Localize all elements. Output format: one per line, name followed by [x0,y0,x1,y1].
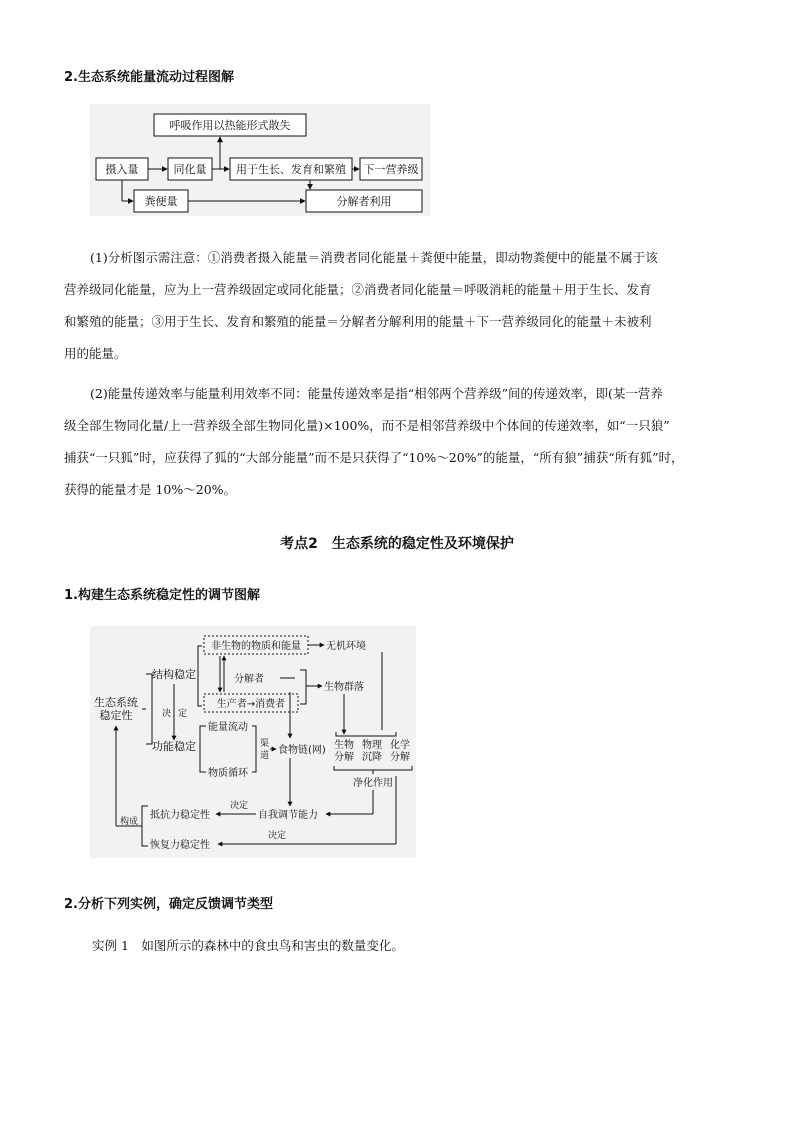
chemical-decompose: 分解 [390,752,410,763]
decomposer-label: 分解者利用 [336,195,392,208]
paragraph-2-line: (2)能量传递效率与能量利用效率不同：能量传递效率是指“相邻两个营养级”间的传递效率，即(某一营养 [90,386,663,401]
paragraph-2-line: 级全部生物同化量/上一营养级全部生物同化量)×100%，而不是相邻营养级中个体间的传递效率，如“一只狼” [64,418,670,433]
decide-label: 决定 [230,801,249,811]
function-stability: 功能稳定 [152,740,196,753]
next-level-label: 下一营养级 [363,163,419,176]
paragraph-1 [64,242,724,370]
decomposer-node: 分解者 [234,674,264,685]
intake-label: 摄入量 [105,163,139,176]
section-heading: 2.生态系统能量流动过程图解 [64,70,234,85]
energy-flow: 能量流动 [208,722,248,733]
kaodian-title: 考点2 生态系统的稳定性及环境保护 [280,536,514,552]
paragraph-2 [64,378,724,506]
paragraph-1-line: 营养级同化能量，应为上一营养级固定或同化能量；②消费者同化能量＝呼吸消耗的能量＋用于生长、发育 [64,282,652,297]
paragraph-1-line: 用的能量。 [64,346,127,361]
bio-community: 生物群落 [324,682,364,693]
compose-label: 构成 [120,817,139,827]
purification: 净化作用 [353,778,393,789]
feces-label: 粪便量 [144,195,178,208]
physical-sediment: 沉降 [362,752,382,763]
decide-label: 决 [162,709,172,719]
section-heading: 2.分析下列实例，确定反馈调节类型 [64,897,273,912]
channel-label: 道 [260,751,270,761]
growth-label: 用于生长、发育和繁殖 [236,163,346,176]
structure-stability: 结构稳定 [152,668,196,681]
bio-decompose: 分解 [334,752,354,763]
paragraph-1-line: (1)分析图示需注意：①消费者摄入能量＝消费者同化能量＋粪便中能量，即动物粪便中的能量不属于该 [90,250,658,265]
section-heading: 1.构建生态系统稳定性的调节图解 [64,588,260,603]
eco-stability-label: 稳定性 [99,709,133,722]
assimilation-label: 同化量 [173,163,207,176]
paragraph-2-line: 获得的能量才是 10%～20%。 [64,482,237,497]
decide-label: 定 [178,709,188,719]
nonbio-label: 非生物的物质和能量 [211,641,301,652]
eco-stability-label: 生态系统 [94,696,138,709]
recovery-stability: 恢复力稳定性 [150,840,210,851]
stability-diagram [90,626,416,858]
chemical-decompose: 化学 [390,740,410,751]
physical-sediment: 物理 [362,740,382,751]
self-regulation: 自我调节能力 [258,810,318,821]
decide-label: 决定 [268,831,287,841]
producer-consumer: 生产者→消费者 [216,699,286,710]
paragraph-1-line: 和繁殖的能量；③用于生长、发育和繁殖的能量＝分解者分解利用的能量＋下一营养级同化的能量＋未被利 [64,314,652,329]
inorganic-env: 无机环境 [326,641,366,652]
resistance-stability: 抵抗力稳定性 [150,810,210,821]
respiration-label: 呼吸作用以热能形式散失 [169,119,291,132]
food-chain: 食物链(网) [278,745,326,756]
channel-label: 渠 [260,739,270,749]
example-text: 实例 1 如图所示的森林中的食虫鸟和害虫的数量变化。 [92,938,404,953]
material-cycle: 物质循环 [208,768,248,779]
bio-decompose: 生物 [334,740,354,751]
paragraph-2-line: 捕获“一只狐”时，应获得了狐的“大部分能量”而不是只获得了“10%～20%”的能量，“所有狼”捕获“所有狐”时， [64,450,684,465]
energy-flow-diagram [90,104,430,216]
